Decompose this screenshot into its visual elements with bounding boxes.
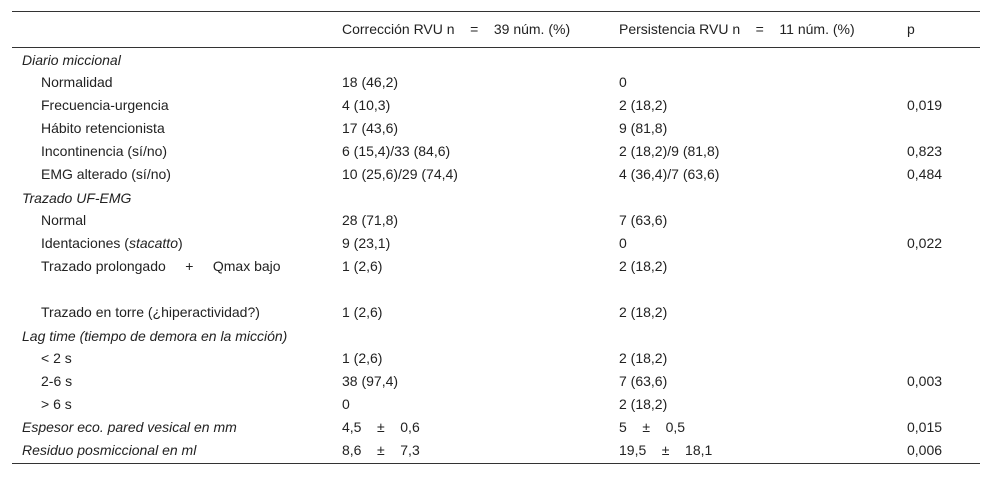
- cell-persistencia: 2 (18,2): [619, 396, 668, 412]
- cell-p: [897, 393, 980, 416]
- table-row: [12, 94, 980, 117]
- row-label: Residuo posmiccional en ml: [22, 442, 197, 458]
- cell-p: [897, 255, 980, 301]
- cell-persistencia: 2 (18,2): [619, 304, 668, 320]
- section-row-diario: [12, 48, 980, 72]
- cell-persistencia: 7 (63,6): [619, 373, 668, 389]
- cell-correccion: 0: [342, 396, 350, 412]
- table-row: [12, 140, 980, 163]
- cell-p: [897, 301, 980, 324]
- cell-correccion: 4,5 ± 0,6: [342, 419, 420, 435]
- cell-p: [897, 117, 980, 140]
- cell-p: 0,823: [907, 143, 943, 159]
- row-label: 2-6 s: [41, 373, 73, 389]
- cell-p: 0,484: [907, 166, 943, 182]
- cell-correccion: 6 (15,4)/33 (84,6): [342, 143, 451, 159]
- row-label: [12, 255, 332, 301]
- cell-persistencia: 5 ± 0,5: [619, 419, 686, 435]
- table-row: [12, 393, 980, 416]
- cell-persistencia: 2 (18,2): [619, 97, 668, 113]
- cell-correccion: 10 (25,6)/29 (74,4): [342, 166, 458, 182]
- header-row: [12, 12, 980, 48]
- header-correccion: Corrección RVU n = 39 núm. (%): [342, 21, 571, 37]
- results-table: [12, 11, 980, 464]
- row-label: Incontinencia (sí/no): [41, 143, 168, 159]
- row-label-italic: stacatto: [128, 235, 178, 251]
- cell-correccion: 1 (2,6): [342, 350, 383, 366]
- cell-persistencia: 2 (18,2): [619, 350, 668, 366]
- row-label: Frecuencia-urgencia: [41, 97, 169, 113]
- row-label-text: Trazado prolongado + Qmax bajo: [41, 258, 281, 274]
- table-row: [12, 117, 980, 140]
- section-title: Lag time (tiempo de demora en la micción): [22, 328, 288, 344]
- results-table-container: [12, 11, 980, 464]
- cell-correccion: 18 (46,2): [342, 74, 399, 90]
- cell-persistencia: 7 (63,6): [619, 212, 668, 228]
- section-title: Diario miccional: [22, 52, 121, 68]
- cell-persistencia: 2 (18,2): [619, 258, 668, 274]
- cell-p: [897, 71, 980, 94]
- row-label: EMG alterado (sí/no): [41, 166, 171, 182]
- header-empty: [12, 12, 332, 48]
- cell-persistencia: 9 (81,8): [619, 120, 668, 136]
- table-row: [12, 301, 980, 324]
- cell-p: [897, 347, 980, 370]
- cell-correccion: 28 (71,8): [342, 212, 399, 228]
- cell-p: 0,006: [907, 442, 943, 458]
- cell-p: 0,003: [907, 373, 943, 389]
- table-row: [12, 232, 980, 255]
- row-label: Normalidad: [41, 74, 113, 90]
- row-label: Normal: [41, 212, 87, 228]
- table-row: [12, 370, 980, 393]
- cell-correccion: 1 (2,6): [342, 304, 383, 320]
- cell-persistencia: 2 (18,2)/9 (81,8): [619, 143, 720, 159]
- cell-p: 0,019: [907, 97, 943, 113]
- section-title: Trazado UF-EMG: [22, 190, 132, 206]
- cell-persistencia: 0: [619, 235, 627, 251]
- table-row: [12, 416, 980, 439]
- section-row-trazado: [12, 186, 980, 209]
- cell-correccion: 38 (97,4): [342, 373, 399, 389]
- cell-correccion: 1 (2,6): [342, 258, 383, 274]
- cell-correccion: 17 (43,6): [342, 120, 399, 136]
- cell-correccion: 4 (10,3): [342, 97, 391, 113]
- row-label: > 6 s: [41, 396, 72, 412]
- table-row: [12, 255, 980, 301]
- cell-correccion: 9 (23,1): [342, 235, 391, 251]
- section-row-lag: [12, 324, 980, 347]
- cell-persistencia: 4 (36,4)/7 (63,6): [619, 166, 720, 182]
- table-row: [12, 439, 980, 464]
- row-label: < 2 s: [41, 350, 72, 366]
- cell-p: [897, 209, 980, 232]
- table-body: [12, 48, 980, 464]
- row-label-post: ): [177, 235, 183, 251]
- table-row: [12, 209, 980, 232]
- header-p: p: [907, 21, 915, 37]
- row-label: Espesor eco. pared vesical en mm: [22, 419, 237, 435]
- table-row: [12, 71, 980, 94]
- cell-persistencia: 19,5 ± 18,1: [619, 442, 713, 458]
- cell-p: 0,022: [907, 235, 943, 251]
- cell-p: 0,015: [907, 419, 943, 435]
- header-persistencia: Persistencia RVU n = 11 núm. (%): [619, 21, 855, 37]
- row-label: [12, 232, 332, 255]
- row-label-pre: Identaciones (: [41, 235, 129, 251]
- table-row: [12, 347, 980, 370]
- row-label: Hábito retencionista: [41, 120, 165, 136]
- row-label: Trazado en torre (¿hiperactividad?): [41, 304, 260, 320]
- cell-persistencia: 0: [619, 74, 627, 90]
- cell-correccion: 8,6 ± 7,3: [342, 442, 420, 458]
- table-header: [12, 12, 980, 48]
- table-row: [12, 163, 980, 186]
